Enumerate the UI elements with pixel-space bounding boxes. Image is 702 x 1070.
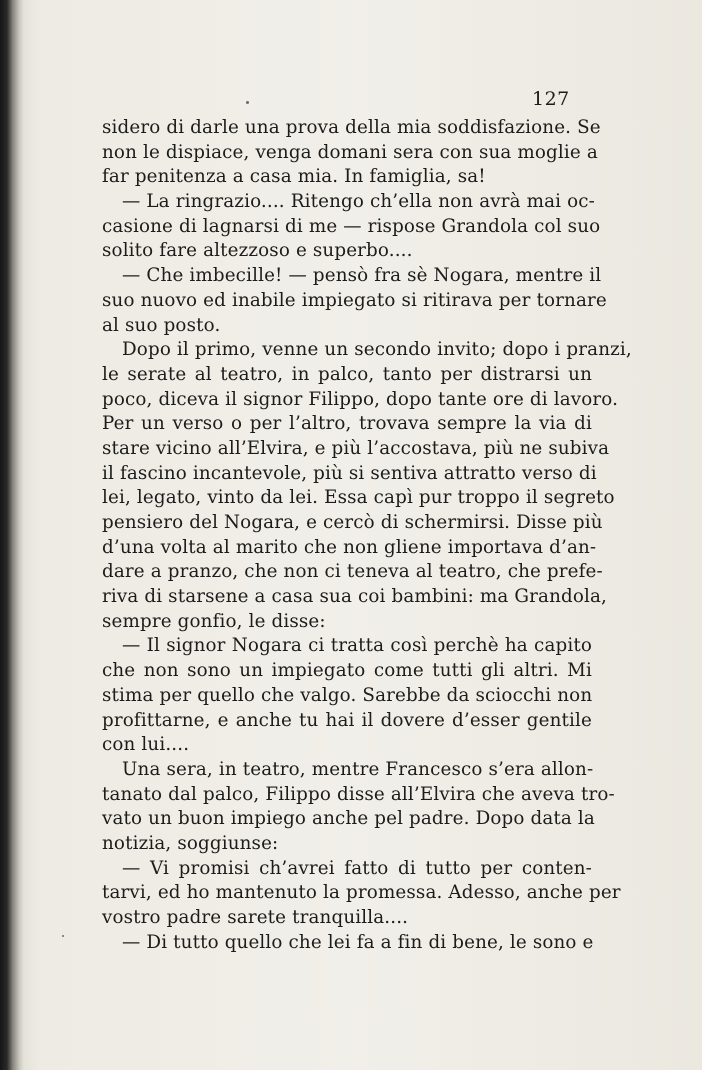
text-line: lei, legato, vinto da lei. Essa capì pur troppo il segreto	[102, 487, 615, 509]
text-line: le serate al teatro, in palco, tanto per distrarsi un	[102, 363, 592, 385]
text-line: che non sono un impiegato come tutti gli altri. Mi	[102, 660, 592, 682]
text-line: tanato dal palco, Filippo disse all’Elvira che aveva tro-	[102, 783, 615, 805]
text-line: poco, diceva il signor Filippo, dopo tante ore di lavoro.	[102, 388, 619, 410]
page-number: 127	[532, 88, 570, 110]
text-line: — Che imbecille! — pensò fra sè Nogara, mentre il	[122, 265, 602, 287]
text-line: tarvi, ed ho mantenuto la promessa. Adesso, anche per	[102, 882, 621, 904]
text-line: sidero di darle una prova della mia soddisfazione. Se	[102, 117, 601, 138]
text-line: — Il signor Nogara ci tratta così perchè ha capito	[122, 635, 592, 657]
text-line: dare a pranzo, che non ci teneva al teatro, che prefe-	[102, 561, 603, 583]
text-line: — La ringrazio.... Ritengo ch’ella non avrà mai oc-	[122, 191, 595, 213]
page-binding-shadow	[0, 0, 24, 1070]
text-line: pensiero del Nogara, e cercò di schermirsi. Disse più	[102, 512, 603, 533]
page-body-text	[102, 116, 632, 955]
paper-speck	[62, 935, 64, 937]
text-line: far penitenza a casa mia. In famiglia, sa!	[102, 166, 486, 188]
text-line: vostro padre sarete tranquilla....	[102, 907, 409, 928]
text-line: al suo posto.	[102, 314, 221, 336]
text-line: con lui....	[102, 734, 190, 756]
text-line: — Vi promisi ch’avrei fatto di tutto per conten-	[122, 857, 592, 879]
text-line: — Di tutto quello che lei fa a fin di bene, le sono e	[122, 931, 594, 953]
text-line: non le dispiace, venga domani sera con sua moglie a	[102, 141, 598, 163]
text-line: sempre gonfio, le disse:	[102, 610, 326, 632]
text-line: stare vicino all’Elvira, e più l’accostava, più ne subiva	[102, 437, 610, 459]
text-line: il fascino incantevole, più si sentiva attratto verso di	[102, 462, 597, 484]
text-line: notizia, soggiunse:	[102, 832, 279, 854]
text-line: riva di starsene a casa sua coi bambini: ma Grandola,	[102, 586, 608, 608]
text-line: profittarne, e anche tu hai il dovere d’esser gentile	[102, 709, 592, 731]
text-line: Per un verso o per l’altro, trovava sempre la via di	[102, 413, 592, 435]
text-line: stima per quello che valgo. Sarebbe da sciocchi non	[102, 684, 593, 706]
text-line: solito fare altezzoso e superbo....	[102, 240, 413, 262]
text-line: d’una volta al marito che non gliene importava d’an-	[102, 536, 597, 558]
text-line: Una sera, in teatro, mentre Francesco s’era allon-	[122, 758, 594, 780]
text-line: vato un buon impiego anche pel padre. Dopo data la	[102, 808, 595, 830]
text-line: suo nuovo ed inabile impiegato si ritirava per tornare	[102, 289, 607, 311]
paper-speck	[246, 101, 249, 104]
text-line: Dopo il primo, venne un secondo invito; dopo i pranzi,	[122, 339, 632, 361]
text-line: casione di lagnarsi di me — rispose Grandola col suo	[102, 215, 601, 237]
